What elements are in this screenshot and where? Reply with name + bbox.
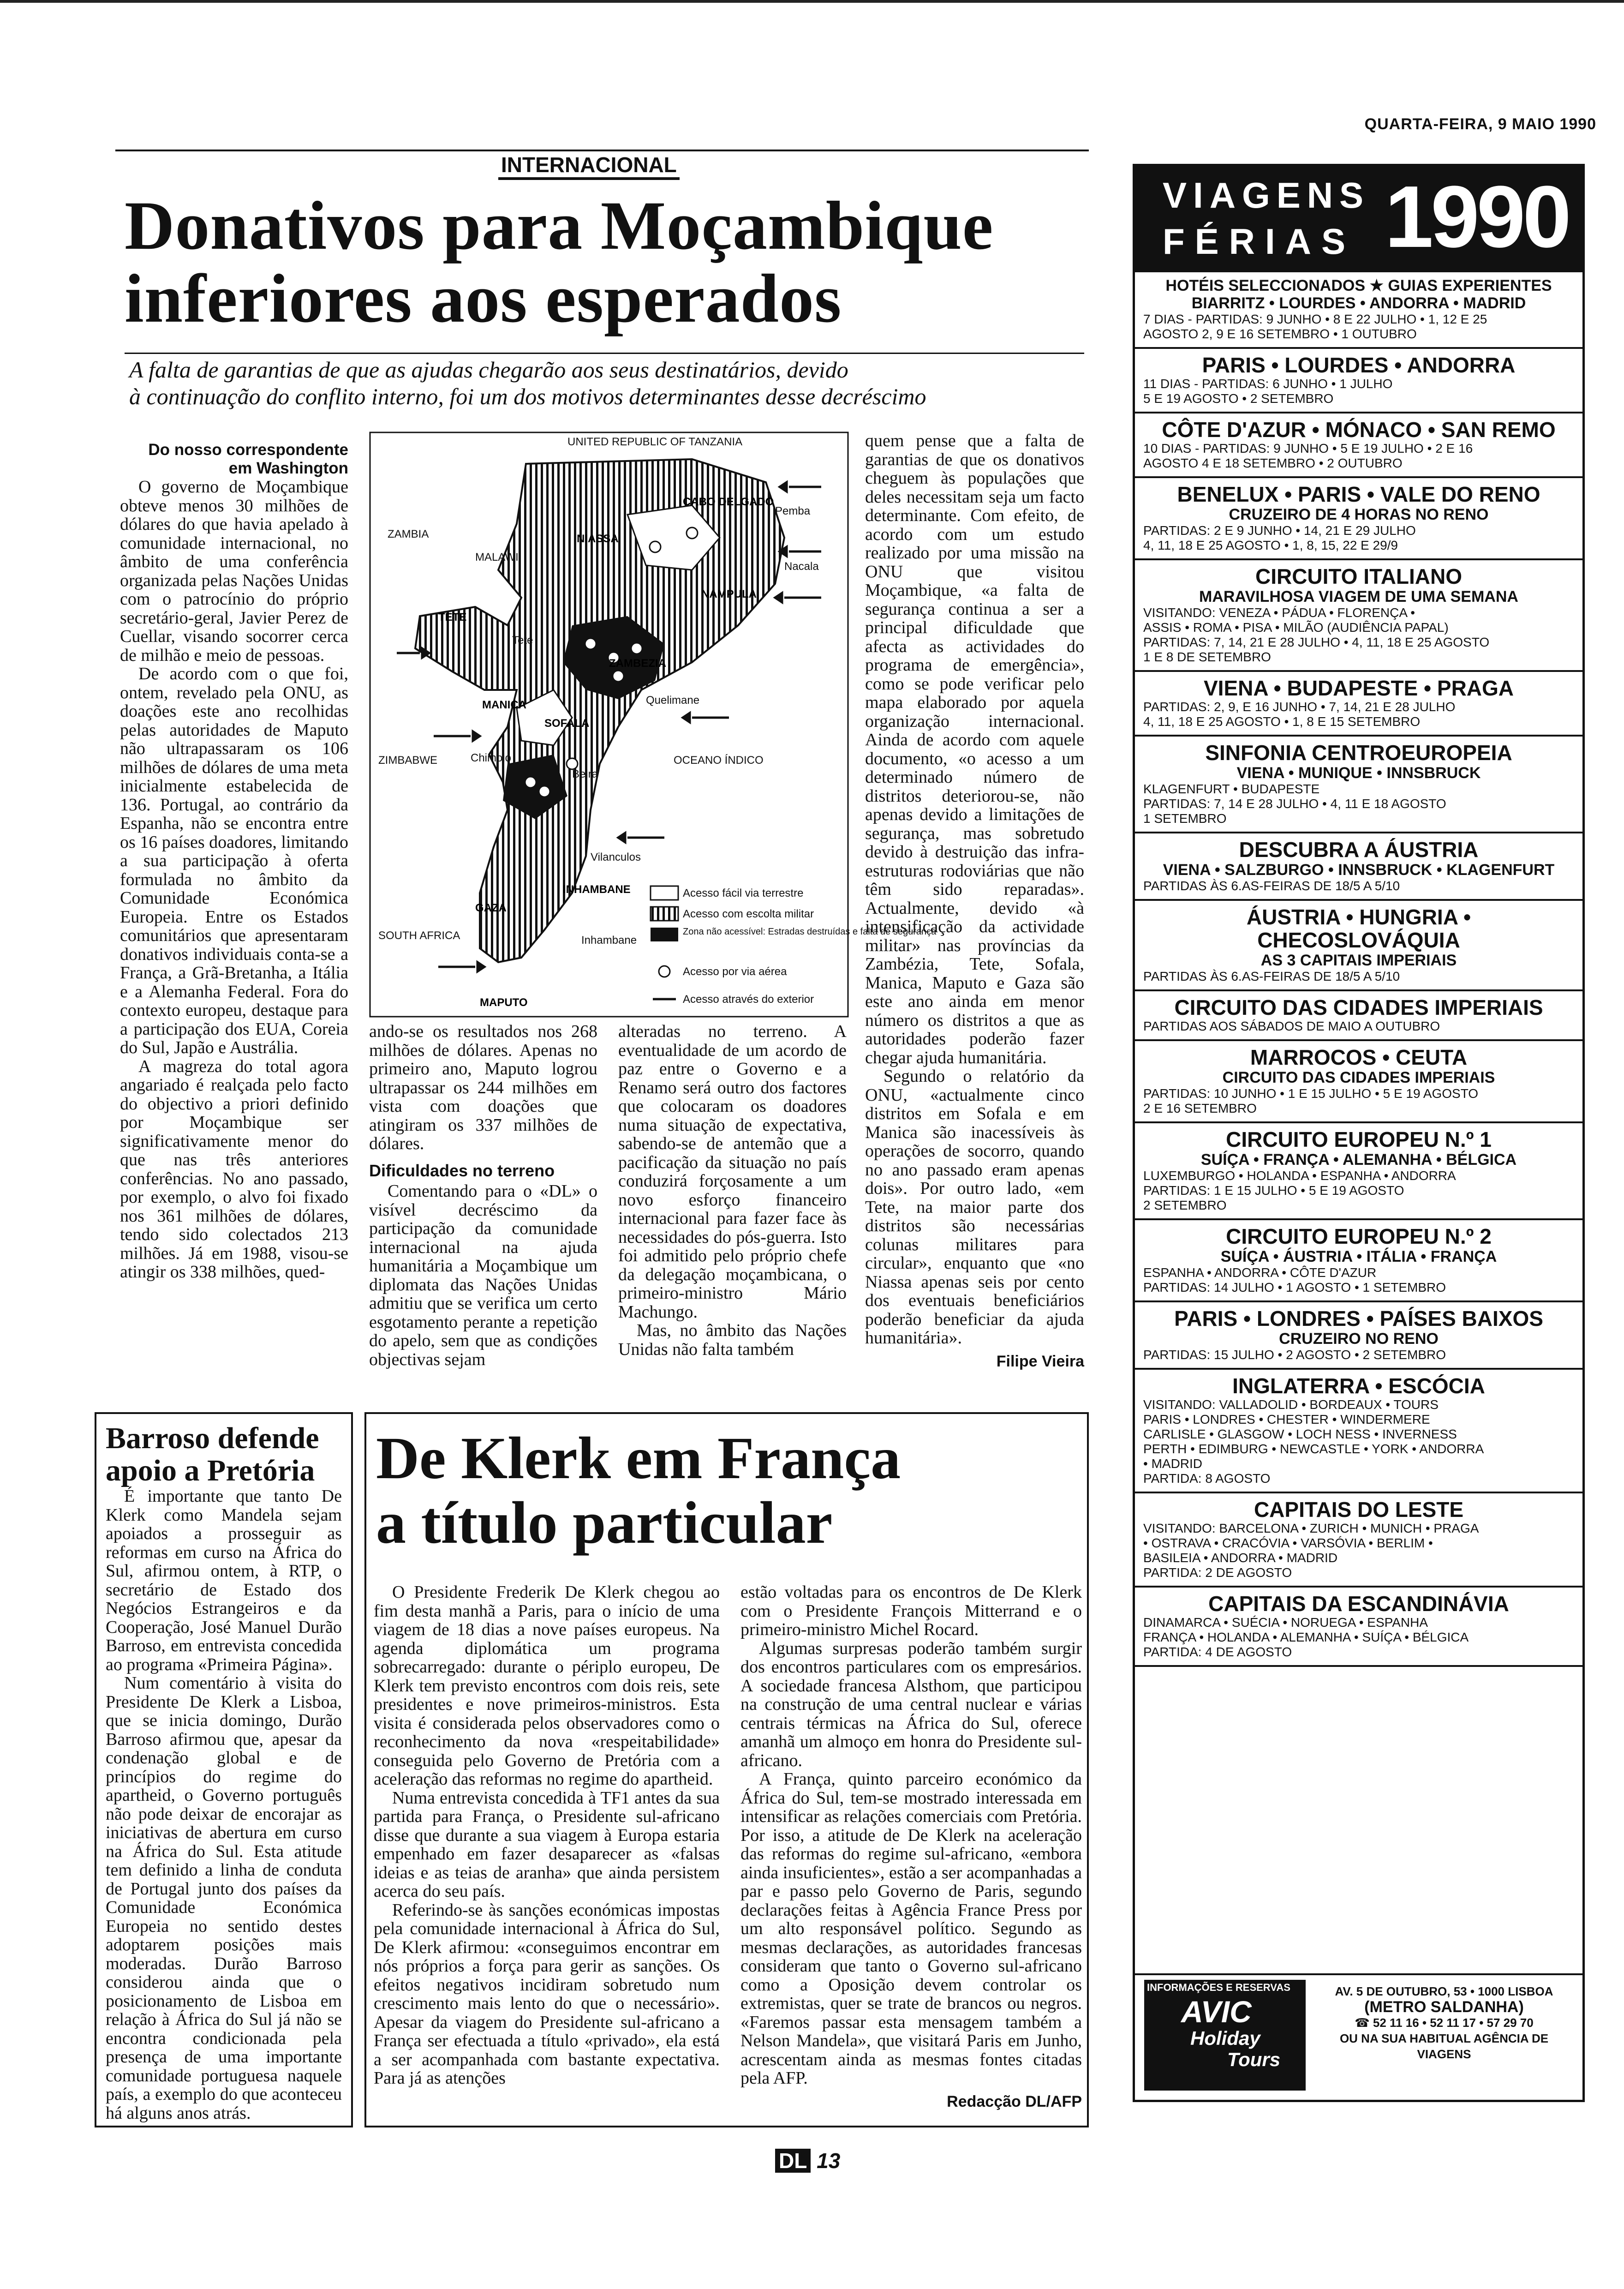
page-number: 13 (817, 2149, 841, 2173)
ad-tour-title: CAPITAIS DA ESCANDINÁVIA (1208, 1592, 1509, 1616)
ad-tour-block (1135, 478, 1582, 560)
map-label-gaza: GAZA (475, 902, 507, 914)
ad-tour-detail: PARTIDAS: 1 E 15 JULHO • 5 E 19 AGOSTO (1143, 1183, 1404, 1198)
ad-tour-detail: LUXEMBURGO • HOLANDA • ESPANHA • ANDORRA (1143, 1168, 1456, 1183)
byline: Redacção DL/AFP (947, 2092, 1082, 2110)
ad-tour-block (1135, 272, 1582, 349)
ad-tour-detail: DINAMARCA • SUÉCIA • NORUEGA • ESPANHA (1143, 1615, 1428, 1630)
ad-tour-title: CAPITAIS DO LESTE (1254, 1498, 1464, 1522)
ad-tour-block (1135, 413, 1582, 478)
standfirst-line1: A falta de garantias de que as ajudas chegarão aos seus destinatários, devido (129, 357, 848, 383)
ad-tour-block (1135, 560, 1582, 672)
paragraph: Mas, no âmbito das Nações Unidas não falta também (618, 1321, 847, 1359)
map-label-vilanculos: Vilanculos (591, 851, 641, 863)
map-label-ocean: OCEANO ÍNDICO (674, 754, 764, 767)
headline-line1: De Klerk em França (376, 1425, 901, 1492)
article1-standfirst (129, 356, 926, 410)
ad-tour-title: SINFONIA CENTROEUROPEIA (1205, 741, 1512, 765)
ad-tour-detail: PARIS • LONDRES • CHESTER • WINDERMERE (1143, 1412, 1430, 1426)
map-svg (369, 431, 937, 1018)
legend-exterior: Acesso através do exterior (683, 993, 814, 1006)
map-label-beira: Beira (572, 768, 598, 780)
ad-tour-detail: CARLISLE • GLASGOW • LOCH NESS • INVERNESS (1143, 1427, 1457, 1441)
ad-tour-detail: VISITANDO: VALLADOLID • BORDEAUX • TOURS (1143, 1397, 1439, 1412)
ad-tour-title: DESCUBRA A ÁUSTRIA (1239, 838, 1479, 862)
paragraph: quem pense que a falta de garantias de que os donativos cheguem às populações que deles necessitam seja um facto determinante. Com efeito, de acordo com um estudo realizado por uma missão na ONU que visitou Moçambique, «a falta de segurança continua a ser a principal dificuldade que afecta as actividades do programa de emergência», como se pode verificar pelo mapa elaborado por aquela organização internacional. Ainda de acordo com aquele documento, «o acesso a um determinado número de distritos deteriorou-se, não apenas devido a limitações de segurança, mas sobretudo devido à destruição das infra-estruturas rodoviárias que não têm sido reparadas». Actualmente, devido «à intensificação da actividade militar» nas províncias da Zambézia, Tete, Sofala, Manica, Maputo e Gaza são este ano ainda em menor número os distritos a que as autoridades poderão fazer chegar ajuda humanitária. (865, 431, 1084, 1067)
ad-banner (1135, 166, 1582, 272)
ad-tour-subtitle: VIENA • SALZBURGO • INNSBRUCK • KLAGENFURT (1163, 861, 1555, 879)
map-label-nacala: Nacala (784, 560, 819, 573)
headline-rule (125, 353, 1084, 354)
map-label-cabo-delgado: CABO DELGADO (683, 496, 774, 508)
ad-tour-detail: AGOSTO 4 E 18 SETEMBRO • 2 OUTUBRO (1143, 456, 1403, 470)
ad-tour-title: INGLATERRA • ESCÓCIA (1232, 1374, 1485, 1398)
top-edge-rule (0, 0, 1624, 3)
ad-contact (1315, 1983, 1573, 2062)
paragraph: Algumas surpresas poderão também surgir dos encontros particulares com os empresários. A sociedade francesa Alsthom, que participou na construção de uma central nuclear e várias centrais térmicas na África do Sul, oferece amanhã um almoço em honra do Presidente sul-africano. (740, 1638, 1082, 1770)
paragraph: A França, quinto parceiro económico da África do Sul, tem-se mostrado interessada em intensificar as relações comerciais com Pretória. Por isso, a atitude de De Klerk na aceleração das reformas do regime sul-africano, «embora ainda insuficientes», estão a ser acompanhadas a par e passo pelo Governo de Paris, segundo declarações feitas à Agência France Press por um alto responsável político. Segundo as mesmas declarações, as autoridades francesas consideram que tanto o Governo sul-africano como a Oposição devem controlar os extremistas, quer se trate de brancos ou negros. «Faremos passar esta mensagem também a Nelson Mandela», que visitará Paris em Junho, acrescentam ainda as mesmas fontes citadas pela AFP. (740, 1769, 1082, 2088)
paragraph: Comentando para o «DL» o visível decréscimo da participação da comunidade internacional na ajuda humanitária a Moçambique um diplomata das Nações Unidas admitiu que se verifica um certo esgotamento perante a repetição do apelo, sem que as condições objectivas sejam (369, 1181, 597, 1369)
legend-inaccessible: Zona não acessível: Estradas destruídas e falta de segurança (683, 927, 937, 937)
article3-column1 (374, 1583, 720, 2104)
ad-tour-title: CIRCUITO EUROPEU N.º 2 (1226, 1224, 1492, 1248)
ad-tour-detail: 11 DIAS - PARTIDAS: 6 JUNHO • 1 JULHO (1143, 377, 1393, 391)
ad-tour-block (1135, 901, 1582, 991)
ad-title-ferias: FÉRIAS (1163, 221, 1356, 262)
ad-tour-subtitle: CRUZEIRO DE 4 HORAS NO RENO (1229, 506, 1489, 523)
map-label-tete-city: Tete (512, 634, 533, 647)
paragraph: É importante que tanto De Klerk como Mandela sejam apoiados a prosseguir as reformas em curso na África do Sul, afirmou ontem, à RTP, o secretário de Estado dos Negócios Estrangeiros e da Cooperação, José Manuel Durão Barroso, em entrevista concedida ao programa «Primeira Página». (106, 1486, 342, 1674)
ad-tour-block (1135, 1220, 1582, 1302)
ad-tour-title: PARIS • LONDRES • PAÍSES BAIXOS (1174, 1306, 1543, 1330)
article1-headline (125, 189, 993, 335)
logo-avic: AVIC (1181, 1995, 1252, 2029)
ad-tour-detail: PARTIDAS ÀS 6.AS-FEIRAS DE 18/5 A 5/10 (1143, 969, 1400, 983)
article1-column2 (369, 1022, 597, 1401)
ad-tour-subtitle: MARAVILHOSA VIAGEM DE UMA SEMANA (1199, 588, 1518, 605)
ad-tour-block (1135, 833, 1582, 901)
byline: Filipe Vieira (996, 1352, 1084, 1370)
ad-tour-detail: PARTIDAS: 10 JUNHO • 1 E 15 JULHO • 5 E 19 AGOSTO (1143, 1086, 1479, 1101)
ad-tour-detail: 1 E 8 DE SETEMBRO (1143, 650, 1271, 664)
ad-tour-detail: PERTH • EDIMBURG • NEWCASTLE • YORK • ANDORRA (1143, 1442, 1484, 1456)
logo-tours: Tours (1227, 2049, 1281, 2070)
ad-tour-detail: FRANÇA • HOLANDA • ALEMANHA • SUÍÇA • BÉLGICA (1143, 1630, 1469, 1644)
legend-easy: Acesso fácil via terrestre (683, 887, 804, 899)
ad-tour-detail: PARTIDAS: 7, 14, 21 E 28 JULHO • 4, 11, 18 E 25 AGOSTO (1143, 635, 1490, 649)
ad-tour-title: CIRCUITO EUROPEU N.º 1 (1226, 1127, 1492, 1151)
article3-headline (376, 1426, 901, 1555)
ad-tour-subtitle: VIENA • MUNIQUE • INNSBRUCK (1236, 764, 1481, 782)
ad-tour-detail: PARTIDAS AOS SÁBADOS DE MAIO A OUTUBRO (1143, 1019, 1440, 1033)
dl-logo: DL (775, 2149, 811, 2173)
map-label-quelimane: Quelimane (646, 694, 700, 707)
ad-agency: OU NA SUA HABITUAL AGÊNCIA DE VIAGENS (1339, 2031, 1549, 2061)
ad-tour-detail: VISITANDO: VENEZA • PÁDUA • FLORENÇA • (1143, 605, 1415, 620)
map-label-nampula: NAMPULA (701, 588, 757, 600)
ad-tour-detail: • MADRID (1143, 1456, 1203, 1471)
ad-tour-detail: 5 E 19 AGOSTO • 2 SETEMBRO (1143, 391, 1334, 406)
ad-tour-detail: 7 DIAS - PARTIDAS: 9 JUNHO • 8 E 22 JULHO • 1, 12 E 25 (1143, 312, 1487, 326)
ad-tour-detail: BASILEIA • ANDORRA • MADRID (1143, 1551, 1338, 1565)
paragraph: estão voltadas para os encontros de De Klerk com o Presidente François Mitterrand e o primeiro-ministro Michel Rocard. (740, 1582, 1082, 1639)
map-label-pemba: Pemba (775, 505, 811, 517)
ad-tour-block (1135, 1370, 1582, 1493)
map-label-inhambane-province: INHAMBANE (563, 883, 631, 896)
ad-tour-detail: PARTIDA: 2 DE AGOSTO (1143, 1565, 1292, 1580)
map-label-zimbabwe: ZIMBABWE (378, 754, 438, 767)
ad-tour-detail: VISITANDO: BARCELONA • ZURICH • MUNICH • PRAGA (1143, 1521, 1479, 1535)
ad-tour-detail: PARTIDA: 4 DE AGOSTO (1143, 1645, 1292, 1659)
map-label-chimoio: Chimoio (471, 752, 512, 764)
ad-tour-block (1135, 1041, 1582, 1123)
ad-tour-detail: AGOSTO 2, 9 E 16 SETEMBRO • 1 OUTUBRO (1143, 327, 1417, 341)
article2-headline (106, 1422, 342, 1487)
ad-tour-title: ÁUSTRIA • HUNGRIA • CHECOSLOVÁQUIA (1246, 905, 1471, 952)
ad-tour-detail: 4, 11, 18 E 25 AGOSTO • 1, 8, 15, 22 E 29/9 (1143, 538, 1398, 552)
ad-tour-subtitle: CRUZEIRO NO RENO (1279, 1330, 1439, 1348)
ad-tour-title: CÔTE D'AZUR • MÓNACO • SAN REMO (1162, 418, 1556, 442)
crosshead: Dificuldades no terreno (369, 1161, 555, 1180)
ad-tour-detail: 2 SETEMBRO (1143, 1198, 1227, 1212)
ad-tour-detail: PARTIDAS ÀS 6.AS-FEIRAS DE 18/5 A 5/10 (1143, 879, 1400, 893)
ad-tour-detail: • OSTRAVA • CRACÓVIA • VARSÓVIA • BERLIM • (1143, 1536, 1433, 1550)
headline-line2: apoio a Pretória (106, 1454, 315, 1487)
ad-tour-detail: 4, 11, 18 E 25 AGOSTO • 1, 8 E 15 SETEMBRO (1143, 714, 1421, 729)
ad-address: AV. 5 DE OUTUBRO, 53 • 1000 LISBOA (1335, 1984, 1553, 1998)
ad-tour-detail: PARTIDAS: 14 JULHO • 1 AGOSTO • 1 SETEMBRO (1143, 1280, 1446, 1294)
ad-tour-subtitle: CIRCUITO DAS CIDADES IMPERIAIS (1222, 1069, 1495, 1086)
logo-holiday: Holiday (1190, 2027, 1260, 2049)
article2-box (95, 1412, 353, 2127)
headline-line2: inferiores aos esperados (125, 260, 842, 337)
ad-tour-detail: ESPANHA • ANDORRA • CÔTE D'AZUR (1143, 1265, 1377, 1280)
ad-tour-subtitle: SUÍÇA • FRANÇA • ALEMANHA • BÉLGICA (1200, 1151, 1517, 1168)
map-label-tanzania: UNITED REPUBLIC OF TANZANIA (567, 436, 743, 448)
ad-tour-block (1135, 1493, 1582, 1588)
correspondent-credit (120, 441, 348, 478)
map-label-inhambane-city: Inhambane (581, 934, 637, 947)
ad-tour-block (1135, 349, 1582, 413)
ad-tour-block (1135, 672, 1582, 737)
ad-tour-block (1135, 1123, 1582, 1220)
mozambique-map (369, 431, 937, 1018)
map-label-zambia: ZAMBIA (388, 528, 429, 540)
ad-tour-detail: KLAGENFURT • BUDAPESTE (1143, 782, 1320, 796)
ad-tour-title: CIRCUITO ITALIANO (1255, 564, 1463, 588)
ad-tour-block (1135, 1588, 1582, 1667)
headline-line1: Barroso defende (106, 1421, 319, 1455)
ad-title-viagens: VIAGENS (1163, 175, 1370, 216)
issue-date: QUARTA-FEIRA, 9 MAIO 1990 (1364, 115, 1596, 133)
article2-body (106, 1487, 342, 2122)
map-label-manica: MANICA (482, 699, 526, 711)
correspondent-line2: em Washington (228, 459, 348, 477)
legend-escort: Acesso com escolta militar (683, 908, 814, 920)
ad-footer (1135, 1973, 1582, 2100)
page-footer (775, 2148, 840, 2173)
legend-air: Acesso por via aérea (683, 965, 787, 978)
ad-tour-detail: 1 SETEMBRO (1143, 811, 1227, 826)
standfirst-line2: à continuação do conflito interno, foi um dos motivos determinantes desse decréscimo (129, 383, 926, 409)
ad-tour-subtitle: SUÍÇA • ÁUSTRIA • ITÁLIA • FRANÇA (1220, 1248, 1497, 1265)
paragraph: O governo de Moçambique obteve menos 30 milhões de dólares do que havia apelado à comunidade internacional, no âmbito de uma conferência organizada pelas Nações Unidas com o patrocínio do próprio secretário-geral, Javier Perez de Cuellar, visando socorrer cerca de milhão e meio de pessoas. (120, 477, 348, 665)
ad-tour-detail: 10 DIAS - PARTIDAS: 9 JUNHO • 5 E 19 JULHO • 2 E 16 (1143, 441, 1473, 455)
headline-line2: a título particular (376, 1490, 833, 1556)
ad-tour-subtitle: BIARRITZ • LOURDES • ANDORRA • MADRID (1191, 294, 1526, 312)
ad-tour-list (1135, 272, 1582, 1667)
ad-tour-title: BENELUX • PARIS • VALE DO RENO (1177, 482, 1540, 506)
ad-tour-title: CIRCUITO DAS CIDADES IMPERIAIS (1174, 995, 1543, 1019)
ad-year: 1990 (1385, 168, 1569, 266)
map-label-zambezia: ZAMBEZIA (609, 657, 666, 670)
paragraph: A magreza do total agora angariado é realçada pelo facto do objectivo a priori definido por Moçambique ser significativamente menor do que nas três anteriores conferências. No ano passado, por exemplo, o alvo foi fixado nos 361 milhões de dólares, tendo sido colectados 213 milhões. Já em 1988, visou-se atingir os 338 milhões, qued- (120, 1056, 348, 1282)
paragraph: Referindo-se às sanções económicas impostas pela comunidade internacional à África do Sul, De Klerk afirmou: «conseguimos encontrar em nós próprios a força para gerir as sanções. Os efeitos negativos incidiram sobretudo num crescimento mais lento do que o necessário». Apesar da viagem do Presidente sul-africano a França ser efectuada a título «privado», ela está a ser acompanhada com bastante expectativa. Para já as atenções (374, 1900, 720, 2088)
ad-tour-subtitle: AS 3 CAPITAIS IMPERIAIS (1260, 952, 1457, 969)
ad-tour-detail: PARTIDAS: 2, 9, E 16 JUNHO • 7, 14, 21 E 28 JULHO (1143, 700, 1456, 714)
map-label-malawi: MALAWI (475, 551, 519, 563)
ad-tour-detail: 2 E 16 SETEMBRO (1143, 1101, 1257, 1115)
ad-tour-block (1135, 991, 1582, 1041)
ad-tour-title: MARROCOS • CEUTA (1250, 1045, 1468, 1069)
paragraph: Numa entrevista concedida à TF1 antes da sua partida para França, o Presidente sul-africano disse que durante a sua viagem à Europa estaria empenhado em fazer desaparecer as «falsas ideias e as teias de aranha» que ainda persistem acerca do seu país. (374, 1788, 720, 1901)
ad-tour-title: VIENA • BUDAPESTE • PRAGA (1203, 676, 1514, 700)
ad-tour-detail: PARTIDA: 8 AGOSTO (1143, 1471, 1271, 1486)
paragraph: De acordo com o que foi, ontem, revelado pela ONU, as doações este ano recolhidas pelas autoridades de Maputo não ultrapassaram os 106 milhões de dólares de uma meta inicialmente estabelecida de 136. Portugal, ao contrário da Espanha, não se encontra entre os 16 países doadores, limitando a sua participação à oferta formulada no âmbito da Comunidade Económica Europeia. Entre os Estados comunitários que apresentaram donativos individuais conta-se a França, a Grã-Bretanha, a Itália e a Alemanha Federal. Fora do contexto europeu, destaque para a participação dos EUA, Coreia do Sul, Japão e Austrália. (120, 664, 348, 1057)
paragraph: O Presidente Frederik De Klerk chegou ao fim desta manhã a Paris, para o início de uma viagem de 18 dias a nove países europeus. Na agenda diplomática um programa sobrecarregado: durante o périplo europeu, De Klerk tem previsto encontros com dois reis, sete presidentes e nove primeiros-ministros. Esta visita é considerada pelos observadores como o reconhecimento da nova «respeitabilidade» conseguida pelo Governo de Pretória com a aceleração das reformas no regime do apartheid. (374, 1582, 720, 1789)
paragraph: ando-se os resultados nos 268 milhões de dólares. Apenas no primeiro ano, Maputo logrou ultrapassar os 244 milhões em vista com doações que atingiram os 337 milhões de dólares. (369, 1022, 597, 1153)
article3-column2 (740, 1583, 1082, 2123)
ad-tour-detail: ASSIS • ROMA • PISA • MILÃO (AUDIÊNCIA PAPAL) (1143, 620, 1449, 635)
ad-tour-title: PARIS • LOURDES • ANDORRA (1202, 353, 1516, 377)
article1-column4 (865, 431, 1084, 1401)
ad-phones: ☎ 52 11 16 • 52 11 17 • 57 29 70 (1355, 2016, 1534, 2030)
section-label: INTERNACIONAL (498, 152, 680, 180)
ad-tour-detail: PARTIDAS: 15 JULHO • 2 AGOSTO • 2 SETEMBRO (1143, 1348, 1446, 1362)
article1-column3 (618, 1022, 847, 1401)
ad-metro: (METRO SALDANHA) (1364, 1998, 1524, 2016)
headline-line1: Donativos para Moçambique (125, 187, 994, 264)
paragraph: Segundo o relatório da ONU, «actualmente cinco distritos em Sofala e em Manica são inacessíveis às operações de socorro, quando no ano passado eram apenas dois». Por outro lado, «em Tete, na maior parte dos distritos são necessárias colunas militares para circular», enquanto que «no Niassa apenas seis por cento dos eventuais beneficiários poderão beneficiar da ajuda humanitária». (865, 1067, 1084, 1348)
section-rule (115, 150, 1089, 151)
ad-info-label: INFORMAÇÕES E RESERVAS (1147, 1982, 1290, 1993)
paragraph: alteradas no terreno. A eventualidade de um acordo de paz entre o Governo e a Renamo será outro dos factores que colocaram os doadores numa situação de expectativa, sabendo-se de antemão que a pacificação da situação no país conduzirá forçosamente a um novo esforço financeiro internacional para fazer face às necessidades do pós-guerra. Isto foi admitido pelo próprio chefe da delegação moçambicana, o primeiro-ministro Mário Machungo. (618, 1022, 847, 1322)
map-label-tete-province: TETE (438, 611, 467, 623)
travel-advertisement (1133, 164, 1585, 2102)
map-label-maputo: MAPUTO (480, 996, 528, 1009)
map-label-niassa: NIASSA (577, 533, 619, 545)
article1-column1 (120, 441, 348, 1401)
paragraph: Num comentário à visita do Presidente De Klerk a Lisboa, que se inicia domingo, Durão Barroso afirmou que, apesar da condenação global e de princípios do regime do apartheid, o Governo português não pode deixar de encorajar as iniciativas de abertura em curso na África do Sul. Esta atitude tem definido a linha de conduta de Portugal junto dos países da Comunidade Económica Europeia no sentido destes adoptarem posições mais moderadas. Durão Barroso considerou ainda que o posicionamento de Lisboa em relação à África do Sul já não se encontra condicionada pela presença de uma importante comunidade portuguesa naquele país, a exemplo do que aconteceu há alguns anos atrás. (106, 1673, 342, 2123)
ad-tour-detail: PARTIDAS: 7, 14 E 28 JULHO • 4, 11 E 18 AGOSTO (1143, 797, 1446, 811)
ad-tour-block (1135, 1302, 1582, 1370)
map-label-sofala: SOFALA (544, 717, 590, 730)
correspondent-line1: Do nosso correspondente (148, 441, 348, 459)
ad-tour-block (1135, 737, 1582, 833)
avic-logo (1144, 1980, 1306, 2091)
map-label-south-africa: SOUTH AFRICA (378, 929, 460, 942)
ad-tour-title: HOTÉIS SELECCIONADOS ★ GUIAS EXPERIENTES (1165, 277, 1552, 294)
ad-tour-detail: PARTIDAS: 2 E 9 JUNHO • 14, 21 E 29 JULHO (1143, 523, 1416, 538)
